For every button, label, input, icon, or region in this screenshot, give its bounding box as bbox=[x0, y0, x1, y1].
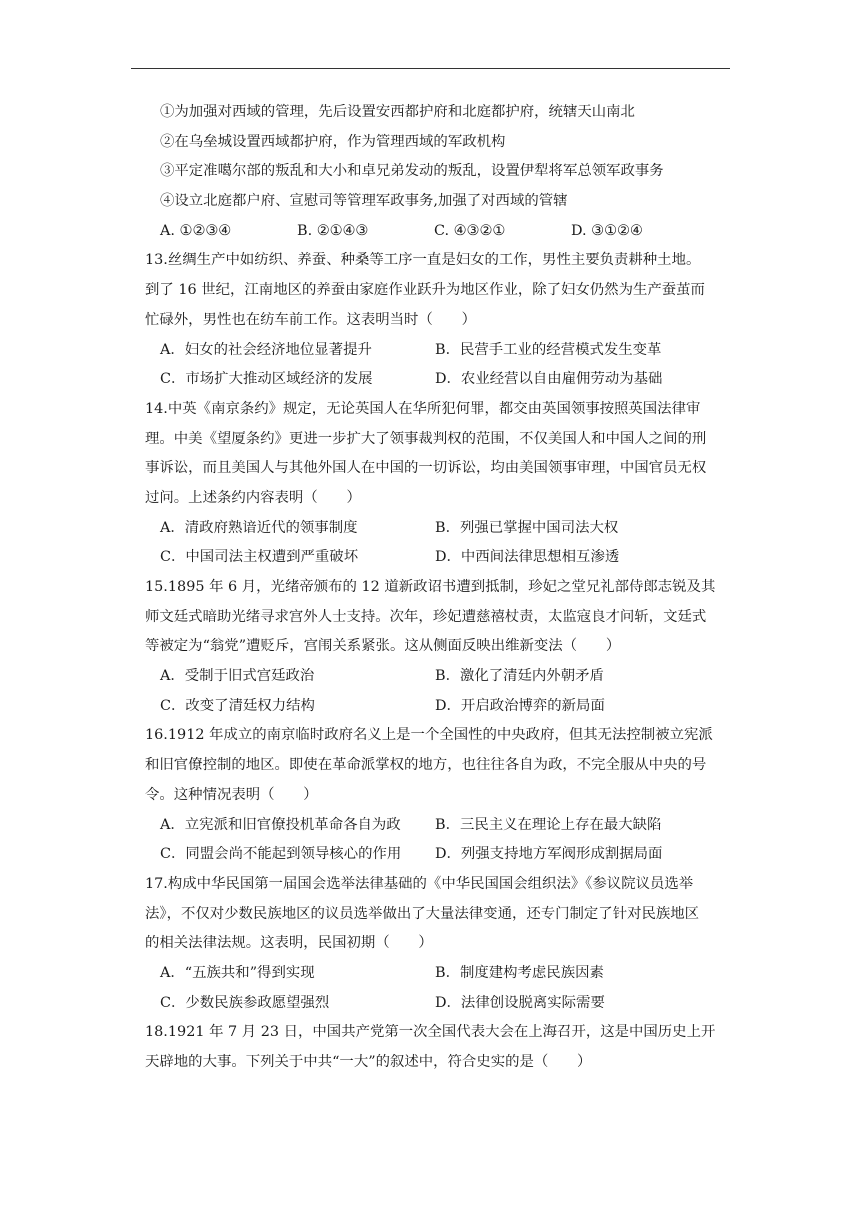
question-text: 等被定为“翁党”遭贬斥，宫闱关系紧张。这从侧面反映出维新变法（ ） bbox=[145, 638, 621, 655]
q13-options-row bbox=[145, 336, 735, 366]
lead-item: ②在乌垒城设置西域都护府，作为管理西域的军政机构 bbox=[160, 133, 506, 150]
option: C．同盟会尚不能起到领导核心的作用 bbox=[160, 846, 402, 863]
option: A．清政府熟谙近代的领事制度 bbox=[160, 519, 358, 536]
question-text: 1912 年成立的南京临时政府名义上是一个全国性的中央政府，但其无法控制被立宪派 bbox=[167, 727, 713, 744]
option: D．中西间法律思想相互渗透 bbox=[435, 549, 620, 566]
option: B．激化了清廷内外朝矛盾 bbox=[435, 668, 604, 685]
question-text: 的相关法律法规。这表明，民国初期（ ） bbox=[145, 935, 433, 952]
option: C．中国司法主权遭到严重破坏 bbox=[160, 549, 359, 566]
option: D．列强支持地方军阀形成割据局面 bbox=[435, 846, 663, 863]
option: C. ④③②① bbox=[434, 222, 506, 239]
option: D．农业经营以自由雇佣劳动为基础 bbox=[435, 371, 663, 388]
option: D．法律创设脱离实际需要 bbox=[435, 994, 605, 1011]
option: D. ③①②④ bbox=[571, 222, 643, 239]
question-content bbox=[145, 98, 735, 1078]
question-text: 1895 年 6 月，光绪帝颁布的 12 道新政诏书遭到抵制，珍妃之堂兄礼部侍郎志锐及其 bbox=[167, 579, 716, 595]
option: C．市场扩大推动区域经济的发展 bbox=[160, 371, 373, 388]
option: A．“五族共和”得到实现 bbox=[160, 964, 315, 981]
question-text: 中英《南京条约》规定，无论英国人在华所犯何罪，都交由英国领事按照英国法律审 bbox=[167, 400, 701, 417]
question-14-line bbox=[145, 395, 735, 425]
option: B. ②①④③ bbox=[297, 222, 369, 239]
option: A．受制于旧式宫廷政治 bbox=[160, 668, 315, 685]
question-text: 令。这种情况表明（ ） bbox=[145, 786, 318, 803]
lead-item: ④设立北庭都户府、宣慰司等管理军政事务,加强了对西域的管辖 bbox=[160, 193, 568, 210]
question-text: 构成中华民国第一届国会选举法律基础的《中华民国国会组织法》《参议院议员选举 bbox=[167, 875, 694, 892]
question-15-line bbox=[145, 573, 735, 603]
option: C．少数民族参政愿望强烈 bbox=[160, 994, 330, 1011]
question-number: 13. bbox=[145, 252, 168, 269]
q16-options-row bbox=[145, 840, 735, 870]
question-text: 事诉讼，而且美国人与其他外国人在中国的一切诉讼，均由美国领事审理，中国官员无权 bbox=[145, 460, 707, 477]
q12-options bbox=[145, 217, 735, 247]
q13-options-row bbox=[145, 365, 735, 395]
question-text: 天辟地的大事。下列关于中共“一大”的叙述中，符合史实的是（ ） bbox=[145, 1054, 592, 1070]
question-text: 到了 16 世纪，江南地区的养蚕由家庭作业跃升为地区作业，除了妇女仍然为生产蚕茧而 bbox=[145, 282, 705, 299]
q14-options-row bbox=[145, 514, 735, 544]
option: A．妇女的社会经济地位显著提升 bbox=[160, 341, 372, 358]
question-13-line bbox=[145, 246, 735, 276]
option: A. ①②③④ bbox=[160, 222, 232, 239]
question-number: 18. bbox=[145, 1024, 168, 1041]
question-16-line bbox=[145, 721, 735, 751]
question-number: 16. bbox=[145, 727, 168, 744]
question-number: 17. bbox=[145, 875, 168, 892]
question-text: 师文廷式暗助光绪寻求宫外人士支持。次年，珍妃遭慈禧杖责，太监寇良才问斩，文廷式 bbox=[145, 608, 707, 625]
question-text: 过问。上述条约内容表明（ ） bbox=[145, 489, 361, 506]
q16-options-row bbox=[145, 811, 735, 841]
question-text: 法》，不仅对少数民族地区的议员选举做出了大量法律变通，还专门制定了针对民族地区 bbox=[145, 905, 700, 922]
question-number: 15. bbox=[145, 579, 168, 595]
option: C．改变了清廷权力结构 bbox=[160, 697, 315, 714]
question-text: 和旧官僚控制的地区。即使在革命派掌权的地方，也往往各自为政，不完全服从中央的号 bbox=[145, 757, 707, 774]
q17-options-row bbox=[145, 989, 735, 1019]
lead-item: ③平定准噶尔部的叛乱和大小和卓兄弟发动的叛乱，设置伊犁将军总领军政事务 bbox=[160, 163, 664, 180]
option: B．列强已掌握中国司法大权 bbox=[435, 519, 619, 536]
q15-options-row bbox=[145, 662, 735, 692]
option: D．开启政治博弈的新局面 bbox=[435, 697, 605, 714]
question-text: 1921 年 7 月 23 日，中国共产党第一次全国代表大会在上海召开，这是中国历史上开 bbox=[167, 1024, 716, 1041]
option: A．立宪派和旧官僚投机革命各自为政 bbox=[160, 816, 401, 833]
question-text: 忙碌外，男性也在纺车前工作。这表明当时（ ） bbox=[145, 311, 476, 328]
question-number: 14. bbox=[145, 400, 168, 417]
question-18-line bbox=[145, 1018, 735, 1048]
q17-options-row bbox=[145, 959, 735, 989]
q14-options-row bbox=[145, 543, 735, 573]
option: B．三民主义在理论上存在最大缺陷 bbox=[435, 816, 662, 833]
header-rule bbox=[131, 68, 730, 69]
q15-options-row bbox=[145, 692, 735, 722]
option: B．民营手工业的经营模式发生变革 bbox=[435, 341, 662, 358]
question-text: 丝绸生产中如纺织、养蚕、种桑等工序一直是妇女的工作，男性主要负责耕种土地。 bbox=[167, 252, 701, 269]
option: B．制度建构考虑民族因素 bbox=[435, 964, 604, 981]
question-text: 理。中美《望厦条约》更进一步扩大了领事裁判权的范围，不仅美国人和中国人之间的刑 bbox=[145, 430, 707, 447]
lead-item: ①为加强对西域的管理，先后设置安西都护府和北庭都护府，统辖天山南北 bbox=[160, 104, 635, 120]
question-17-line bbox=[145, 870, 735, 900]
